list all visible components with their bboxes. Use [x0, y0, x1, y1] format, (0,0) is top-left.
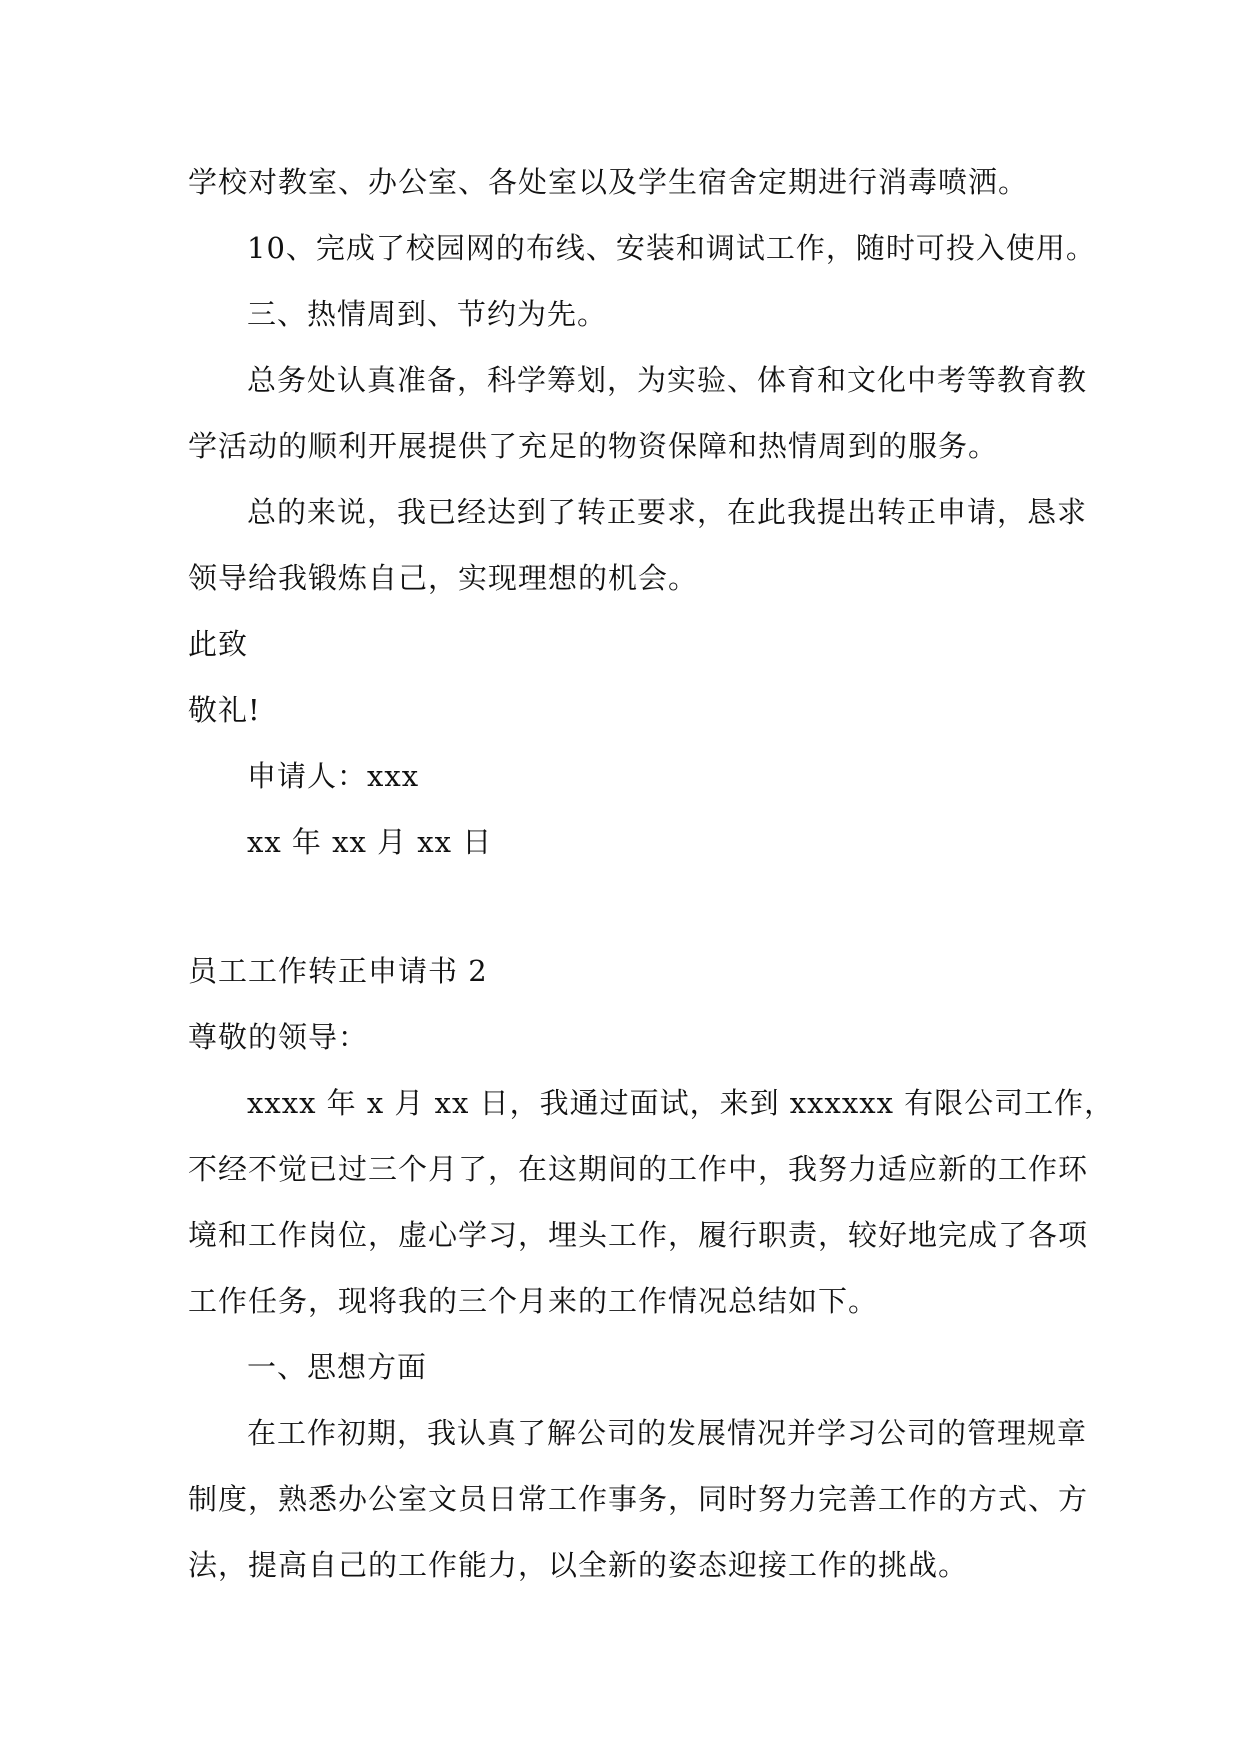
paragraph-line: 不经不觉已过三个月了，在这期间的工作中，我努力适应新的工作环 [188, 1152, 1089, 1186]
document-title: 员工工作转正申请书 2 [188, 954, 488, 988]
paragraph-line: 总的来说，我已经达到了转正要求，在此我提出转正申请，恳求 [247, 495, 1088, 529]
paragraph-line: 工作任务，现将我的三个月来的工作情况总结如下。 [188, 1284, 879, 1318]
paragraph-line: 总务处认真准备，科学筹划，为实验、体育和文化中考等教育教 [247, 363, 1088, 397]
signature-date: xx 年 xx 月 xx 日 [247, 825, 493, 859]
paragraph-line: 境和工作岗位，虚心学习，埋头工作，履行职责，较好地完成了各项 [188, 1218, 1089, 1252]
applicant-signature: 申请人：xxx [247, 759, 420, 793]
paragraph-line: 10、完成了校园网的布线、安装和调试工作，随时可投入使用。 [247, 231, 1096, 265]
section-heading: 一、思想方面 [247, 1350, 428, 1384]
paragraph-line: xxxx 年 x 月 xx 日，我通过面试，来到 xxxxxx 有限公司工作， [247, 1086, 1115, 1120]
closing-line: 此致 [188, 627, 249, 661]
paragraph-line: 在工作初期，我认真了解公司的发展情况并学习公司的管理规章 [247, 1416, 1088, 1450]
salutation: 尊敬的领导： [188, 1020, 369, 1054]
paragraph-line: 学校对教室、办公室、各处室以及学生宿舍定期进行消毒喷洒。 [188, 165, 1029, 199]
paragraph-line: 制度，熟悉办公室文员日常工作事务，同时努力完善工作的方式、方 [188, 1482, 1089, 1516]
paragraph-line: 领导给我锻炼自己，实现理想的机会。 [188, 561, 699, 595]
paragraph-line: 学活动的顺利开展提供了充足的物资保障和热情周到的服务。 [188, 429, 999, 463]
section-heading: 三、热情周到、节约为先。 [247, 297, 608, 331]
closing-salutation: 敬礼! [188, 693, 261, 727]
paragraph-line: 法，提高自己的工作能力，以全新的姿态迎接工作的挑战。 [188, 1548, 969, 1582]
